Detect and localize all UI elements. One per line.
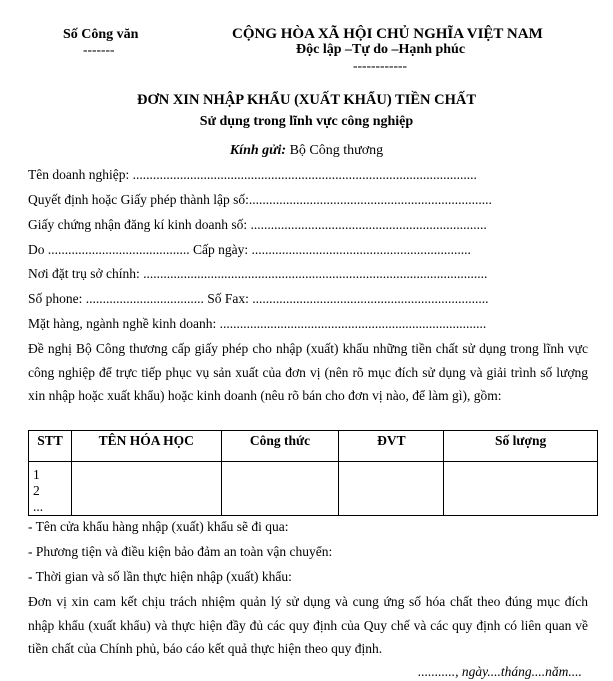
row-numbers-cell (29, 462, 72, 516)
row-number: 2 (33, 483, 40, 498)
quantity-cell[interactable] (444, 462, 598, 516)
document-subtitle: Sử dụng trong lĩnh vực công nghiệp (199, 114, 414, 129)
table-row (29, 462, 598, 516)
bullet-time-frequency: - Thời gian và số lần thực hiện nhập (xuất) khẩu: (28, 569, 292, 584)
date-line[interactable]: ..........., ngày....tháng....năm.... (418, 664, 582, 679)
request-paragraph: Đề nghị Bộ Công thương cấp giấy phép cho nhập (xuất) khẩu những tiền chất sử dụng trong lĩnh vực công nghiệp để trực tiếp phục vụ sản xuất của đơn vị (nên rõ mục đích sử dụng và giải trình số lượng xin nhập hoặc xuất khẩu) hoặc kinh doanh (nêu rõ bán cho đơn vị nào, để làm gì), gồm: (28, 341, 588, 403)
field-phone-fax[interactable]: Số phone: ................................... Số Fax: ...................................................................... (28, 291, 489, 306)
document-title: ĐƠN XIN NHẬP KHẨU (XUẤT KHẨU) TIỀN CHẤT (136, 92, 477, 108)
col-header-chemical-name: TÊN HÓA HỌC (71, 431, 221, 462)
field-business-registration[interactable]: Giấy chứng nhận đăng kí kinh doanh số: ...................................................................... (28, 217, 487, 232)
national-motto-rule: ------------ (353, 58, 407, 73)
col-header-quantity: Số lượng (444, 431, 598, 462)
row-number: 1 (33, 467, 40, 482)
field-establishment-decision[interactable]: Quyết định hoặc Giấy phép thành lập số:........................................................................ (28, 192, 492, 207)
col-header-unit: ĐVT (339, 431, 444, 462)
bullet-border-gate: - Tên cửa khẩu hàng nhập (xuất) khẩu sẽ đi qua: (28, 519, 289, 534)
national-motto: Độc lập –Tự do –Hạnh phúc (296, 42, 466, 57)
field-company-name[interactable]: Tên doanh nghiệp: ...................................................................................................... (28, 167, 477, 182)
table-header-row (29, 431, 598, 462)
recipient-label: Kính gửi: (229, 143, 287, 158)
row-number: ... (33, 499, 44, 514)
col-header-formula: Công thức (221, 431, 339, 462)
document-number-rule: ------- (83, 42, 115, 57)
commitment-paragraph: Đơn vị xin cam kết chịu trách nhiệm quản lý sử dụng và cung ứng số hóa chất theo đúng mục đích nhập khẩu (xuất khẩu) và thực hiện đầy đủ các quy định của Quy chế và các quy định có liên quan về tiền chất của Chính phủ, báo cáo kết quả thực hiện theo quy định. (28, 594, 588, 656)
national-title: CỘNG HÒA XÃ HỘI CHỦ NGHĨA VIỆT NAM (232, 26, 543, 42)
chemical-name-cell[interactable] (71, 462, 221, 516)
field-business-lines[interactable]: Mặt hàng, ngành nghề kinh doanh: ............................................................................... (28, 316, 487, 331)
field-headquarters[interactable]: Nơi đặt trụ sở chính: ...................................................................................................... (28, 266, 488, 281)
col-header-stt: STT (29, 431, 72, 462)
recipient-line (0, 143, 613, 159)
chemicals-table (28, 430, 598, 516)
unit-cell[interactable] (339, 462, 444, 516)
formula-cell[interactable] (221, 462, 339, 516)
bullet-transport-safety: - Phương tiện và điều kiện bảo đảm an toàn vận chuyển: (28, 544, 333, 559)
document-number-label: Số Công văn (63, 27, 139, 42)
recipient-value: Bộ Công thương (286, 143, 384, 158)
field-issued-by-date[interactable]: Do .......................................... Cấp ngày: ................................................................. (28, 242, 471, 257)
